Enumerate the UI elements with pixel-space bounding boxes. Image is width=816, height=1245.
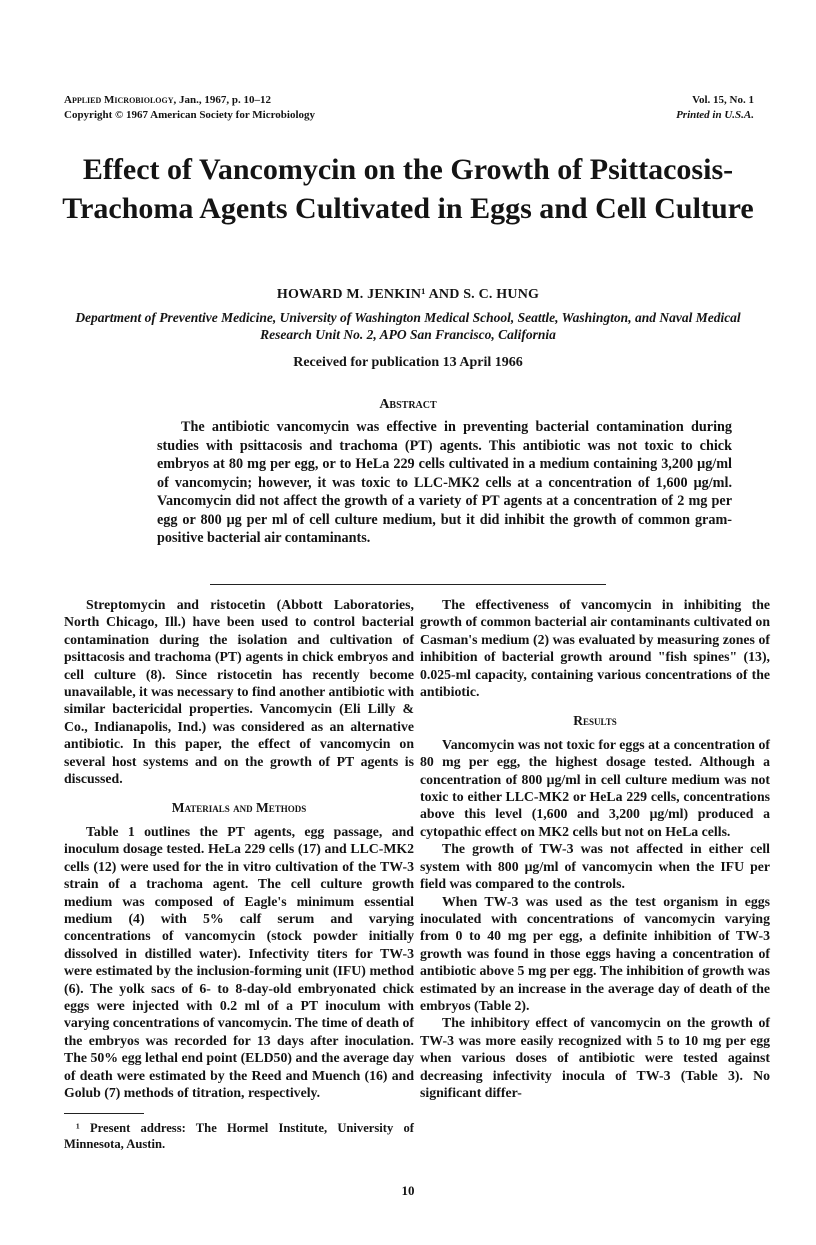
received-date: Received for publication 13 April 1966 <box>293 355 523 370</box>
copyright: Copyright © 1967 American Society for Microbiology <box>64 109 316 121</box>
volume-block <box>676 93 754 123</box>
methods-continued-paragraph: The effectiveness of vancomycin in inhibiting the growth of common bacterial air contaminants cultivated on Casman's medium (2) was evaluated by measuring zones of inhibition of bacterial growth around "fish spines" (13), 0.025-ml capacity, containing various concentrations of the antibiotic. <box>420 597 770 700</box>
results-heading: Results <box>573 713 617 729</box>
section-divider <box>210 584 606 585</box>
results-paragraph: The inhibitory effect of vancomycin on the growth of TW-3 was more easily recognized with 5 to 10 mg per egg when various doses of antibiotic were tested against decreasing infectivity inocula of TW-3 (Table 3). No significant differ- <box>420 1015 770 1100</box>
results-paragraph: When TW-3 was used as the test organism in eggs inoculated with concentrations of vancomycin varying from 0 to 40 mg per egg, a definite inhibition of TW-3 growth was found in those eggs having a concentration of antibiotic above 5 mg per egg. The inhibition of growth was estimated by an increase in the average day of death of the embryos (Table 2). <box>420 893 770 1013</box>
left-column <box>64 596 414 1152</box>
journal-citation-block <box>64 93 315 123</box>
abstract-text: The antibiotic vancomycin was effective in preventing bacterial contamination during studies with psittacosis and trachoma (PT) agents. This antibiotic was not toxic to chick embryos at 80 mg per egg, or to HeLa 229 cells cultivated in a medium containing 3,200 μg/ml of vancomycin; however, it was toxic to LLC-MK2 cells at a concentration of 1,600 μg/ml. Vancomycin did not affect the growth of a variety of PT agents at a concentration of 2 mg per egg or 800 μg per ml of cell culture medium, but it did inhibit the growth of common gram-positive bacterial air contaminants. <box>157 419 732 546</box>
abstract-heading: Abstract <box>379 397 437 412</box>
results-paragraph: The growth of TW-3 was not affected in either cell system with 800 μg/ml of vancomycin when the IFU per field was compared to the controls. <box>420 841 770 892</box>
citation: , Jan., 1967, p. 10–12 <box>173 94 272 106</box>
right-column <box>420 596 770 1101</box>
footnote: ¹ Present address: The Hormel Institute, University of Minnesota, Austin. <box>64 1121 414 1152</box>
authors: HOWARD M. JENKIN¹ AND S. C. HUNG <box>276 287 540 302</box>
results-paragraph: Vancomycin was not toxic for eggs at a concentration of 80 mg per egg, the highest dosage tested. Although a concentration of 800 μg/ml in cell culture medium was not toxic to either LLC-MK2 or HeLa 229 cells, concentrations above this level (1,600 and 3,200 μg/ml) produced a cytopathic effect on MK2 cells but not on HeLa cells. <box>420 736 770 839</box>
footnote-divider <box>64 1113 144 1114</box>
affiliation: Department of Preventive Medicine, University of Washington Medical School, Seattle, Washington, and Naval Medical Research Unit No. 2, APO San Francisco, California <box>75 310 741 342</box>
printed-in: Printed in U.S.A. <box>676 109 754 121</box>
intro-paragraph: Streptomycin and ristocetin (Abbott Laboratories, North Chicago, Ill.) have been used to control bacterial contamination during the isolation and cultivation of psittacosis and trachoma (PT) agents in chick embryos and cell culture (8). Since ristocetin has recently become unavailable, it was necessary to find another antibiotic with similar bactericidal properties. Vancomycin (Eli Lilly & Co., Indianapolis, Ind.) was considered as an alternative antibiotic. In this paper, the effect of vancomycin on several host systems and on the growth of PT agents is discussed. <box>64 597 414 787</box>
page-number: 10 <box>401 1183 415 1198</box>
methods-paragraph: Table 1 outlines the PT agents, egg passage, and inoculum dosage tested. HeLa 229 cells (17) and LLC-MK2 cells (12) were used for the in vitro cultivation of the TW-3 strain of a trachoma agent. The cell culture growth medium was composed of Eagle's minimum essential medium (4) with 5% calf serum and varying concentrations of vancomycin (stock powder initially dissolved in distilled water). Infectivity titers for TW-3 were estimated by the inclusion-forming unit (IFU) method (6). The yolk sacs of 6- to 8-day-old embryonated chick eggs were injected with 0.2 ml of a PT inoculum with varying concentrations of vancomycin. The time of death of the embryos was recorded for 13 days after inoculation. The 50% egg lethal end point (ELD50) and the average day of death were estimated by the Reed and Muench (16) and Golub (7) methods of titration, respectively. <box>64 823 414 1100</box>
paper-title: Effect of Vancomycin on the Growth of Psittacosis-Trachoma Agents Cultivated in Eggs and Cell Culture <box>62 153 754 225</box>
methods-heading: Materials and Methods <box>171 800 307 816</box>
journal-name: Applied Microbiology <box>64 94 174 106</box>
volume-issue: Vol. 15, No. 1 <box>692 94 754 106</box>
